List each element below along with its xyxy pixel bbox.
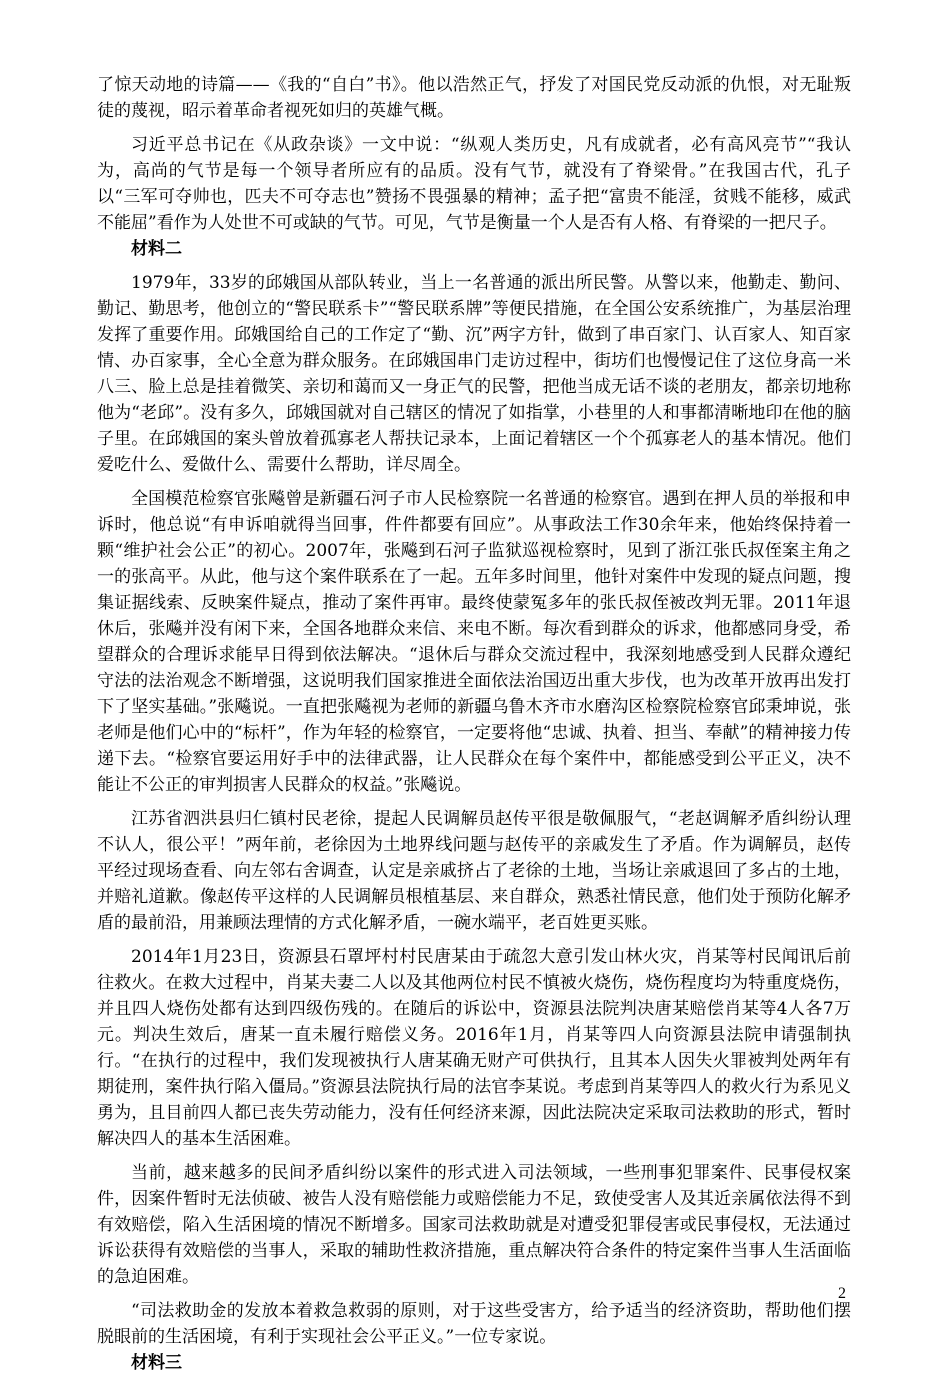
paragraph-zhang-biao: 全国模范检察官张飚曾是新疆石河子市人民检察院一名普通的检察官。遇到在押人员的举报和申诉时，他总说“有申诉咱就得当回事，件件都要有回应”。从事政法工作30余年来，他始终保持着一颗“维护社会公正”的初心。2007年，张飚到石河子监狱巡视检察时，见到了浙江张氏叔侄案主角之一的张高平。从此，他与这个案件联系在了一起。五年多时间里，他针对案件中发现的疑点问题，搜集证据线索、反映案件疑点，推动了案件再审。最终使蒙冤多年的张氏叔侄被改判无罪。2011年退休后，张飚并没有闲下来，全国各地群众来信、来电不断。每次看到群众的诉求，他都感同身受，希望群众的合理诉求能早日得到依法解决。“退休后与群众交流过程中，我深刻地感受到人民群众遵纪守法的法治观念不断增强，这说明我们国家推进全面依法治国迈出重大步伐，也为改革开放再出发打下了坚实基础。”张飚说。一直把张飚视为老师的新疆乌鲁木齐市水磨沟区检察院检察官邱秉坤说，张老师是他们心中的“标杆”，作为年轻的检察官，一定要将他“忠诚、执着、担当、奉献”的精神接力传递下去。“检察官要运用好手中的法律武器，让人民群众在每个案件中，都能感受到公平正义，决不能让不公正的审判损害人民群众的权益。”张飚说。 bbox=[97, 489, 851, 795]
paragraph-poem-conclusion: 了惊天动地的诗篇——《我的“自白”书》。他以浩然正气，抒发了对国民党反动派的仇恨，对无耻叛徒的蔑视，昭示着革命者视死如归的英雄气概。 bbox=[97, 75, 851, 121]
paragraph-xi-quote: 习近平总书记在《从政杂谈》一文中说：“纵观人类历史，凡有成就者，必有高风亮节”“我认为，高尚的气节是每一个领导者所应有的品质。没有气节，就没有了脊梁骨。”在我国古代，孔子以“三军可夺帅也，匹夫不可夺志也”赞扬不畏强暴的精神；孟子把“富贵不能淫，贫贱不能移，威武不能屈”看作为人处世不可或缺的气节。可见，气节是衡量一个人是否有人格、有脊梁的一把尺子。 bbox=[97, 135, 851, 233]
paragraph-expert-quote: “司法救助金的发放本着救急救弱的原则，对于这些受害方，给予适当的经济资助，帮助他们摆脱眼前的生活困境，有利于实现社会公平正义。”一位专家说。 bbox=[97, 1301, 851, 1347]
section-heading-material-2: 材料二 bbox=[131, 239, 182, 259]
document-page bbox=[97, 72, 851, 1376]
paragraph-zhao-chuanping: 江苏省泗洪县归仁镇村民老徐，提起人民调解员赵传平很是敬佩服气，“老赵调解矛盾纠纷认理不认人，很公平！”两年前，老徐因为土地界线问题与赵传平的亲戚发生了矛盾。作为调解员，赵传平经过现场查看、向左邻右舍调查，认定是亲戚挤占了老徐的土地，当场让亲戚退回了多占的土地，并赔礼道歉。像赵传平这样的人民调解员根植基层、来自群众，熟悉社情民意，他们处于预防化解矛盾的最前沿，用兼顾法理情的方式化解矛盾，一碗水端平，老百姓更买账。 bbox=[97, 809, 851, 933]
paragraph-fire-case: 2014年1月23日，资源县石罩坪村村民唐某由于疏忽大意引发山林火灾，肖某等村民闻讯后前往救火。在救大过程中，肖某夫妻二人以及其他两位村民不慎被火烧伤，烧伤程度均为特重度烧伤，并且四人烧伤处都有达到四级伤残的。在随后的诉讼中，资源县法院判决唐某赔偿肖某等4人各7万元。判决生效后，唐某一直未履行赔偿义务。2016年1月，肖某等四人向资源县法院申请强制执行。“在执行的过程中，我们发现被执行人唐某确无财产可供执行，且其本人因失火罪被判处两年有期徒刑，案件执行陷入僵局。”资源县法院执行局的法官李某说。考虑到肖某等四人的救火行为系见义勇为，且目前四人都已丧失劳动能力，没有任何经济来源，因此法院决定采取司法救助的形式，暂时解决四人的基本生活困难。 bbox=[97, 947, 851, 1149]
section-heading-material-3: 材料三 bbox=[131, 1353, 182, 1373]
page-number: 2 bbox=[838, 1285, 846, 1302]
paragraph-qiu-eguo: 1979年，33岁的邱娥国从部队转业，当上一名普通的派出所民警。从警以来，他勤走、勤问、勤记、勤思考，他创立的“警民联系卡”“警民联系牌”等便民措施，在全国公安系统推广，为基层治理发挥了重要作用。邱娥国给自己的工作定了“勤、沉”两字方针，做到了串百家门、认百家人、知百家情、办百家事，全心全意为群众服务。在邱娥国串门走访过程中，街坊们也慢慢记住了这位身高一米八三、脸上总是挂着微笑、亲切和蔼而又一身正气的民警，把他当成无话不谈的老朋友，都亲切地称他为“老邱”。没有多久，邱娥国就对自己辖区的情况了如指掌，小巷里的人和事都清晰地印在他的脑子里。在邱娥国的案头曾放着孤寡老人帮扶记录本，上面记着辖区一个个孤寡老人的基本情况。他们爱吃什么、爱做什么、需要什么帮助，详尽周全。 bbox=[97, 273, 851, 475]
paragraph-judicial-aid: 当前，越来越多的民间矛盾纠纷以案件的形式进入司法领域，一些刑事犯罪案件、民事侵权案件，因案件暂时无法侦破、被告人没有赔偿能力或赔偿能力不足，致使受害人及其近亲属依法得不到有效赔偿，陷入生活困境的情况不断增多。国家司法救助就是对遭受犯罪侵害或民事侵权，无法通过诉讼获得有效赔偿的当事人，采取的辅助性救济措施，重点解决符合条件的特定案件当事人生活面临的急迫困难。 bbox=[97, 1163, 851, 1287]
